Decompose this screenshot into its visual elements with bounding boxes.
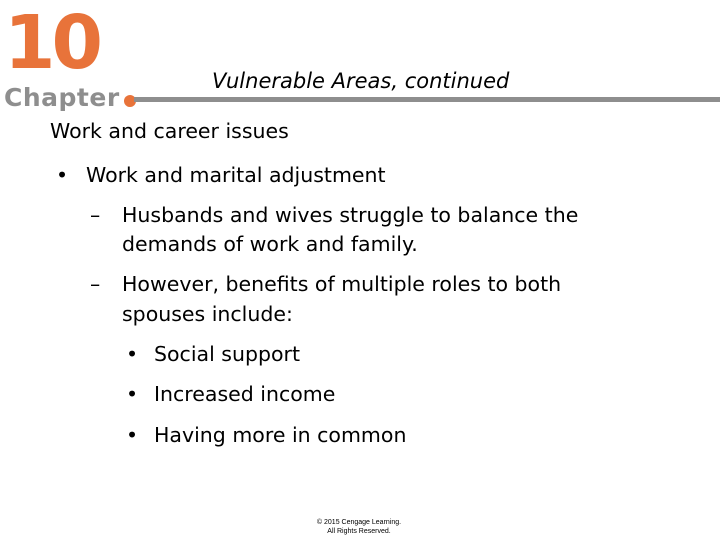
- sub-bullet-marker: •: [126, 423, 139, 447]
- copyright-line-2: All Rights Reserved.: [327, 528, 391, 535]
- sub-bullet-text: Increased income: [154, 382, 336, 406]
- copyright-footer: [296, 518, 422, 536]
- dash-2-line-2: spouses include:: [122, 302, 293, 326]
- content-heading: Work and career issues: [50, 119, 289, 143]
- bullet-text: Work and marital adjustment: [86, 163, 386, 187]
- dash-2-line-1: However, benefits of multiple roles to both: [122, 272, 562, 296]
- copyright-line-1: © 2015 Cengage Learning.: [316, 519, 402, 526]
- dash-marker: –: [90, 203, 101, 227]
- header-rule: [134, 97, 720, 102]
- sub-bullet-marker: •: [126, 342, 139, 366]
- slide-title: Vulnerable Areas, continued: [212, 69, 510, 93]
- chapter-label: Chapter: [4, 83, 120, 112]
- dash-1-line-1: Husbands and wives struggle to balance the: [122, 203, 579, 227]
- bullet-marker: •: [56, 163, 69, 187]
- dash-marker: –: [90, 272, 101, 296]
- chapter-number: 10: [4, 0, 99, 86]
- sub-bullet-text: Having more in common: [154, 423, 407, 447]
- dash-1-line-2: demands of work and family.: [122, 232, 418, 256]
- sub-bullet-text: Social support: [154, 342, 301, 366]
- sub-bullet-marker: •: [126, 382, 139, 406]
